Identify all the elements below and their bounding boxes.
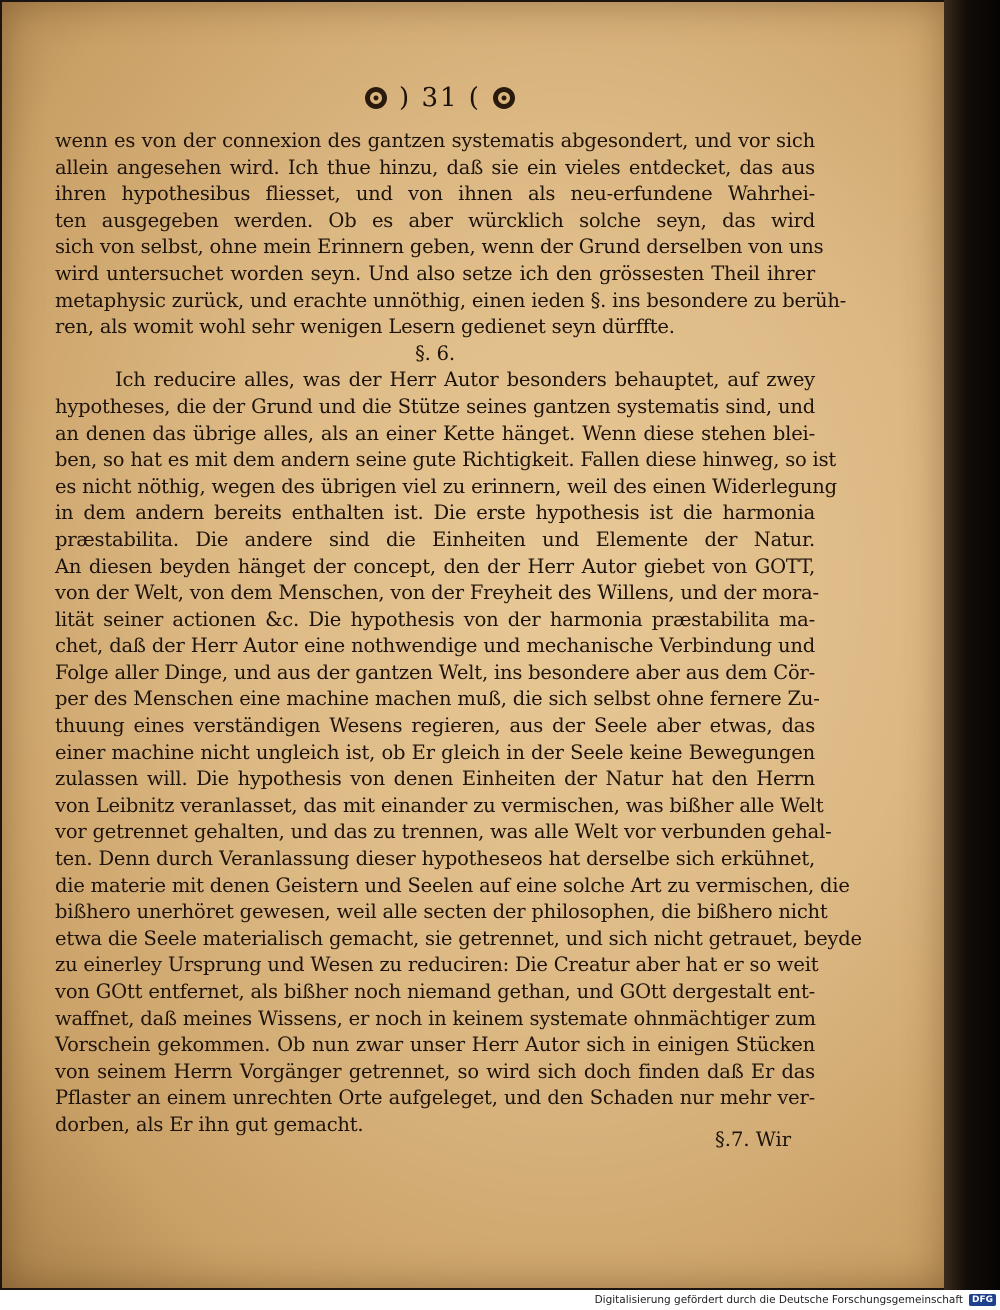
section-heading: §. 6. xyxy=(415,341,455,365)
text-line: ben, so hat es mit dem andern seine gute Richtigkeit. Fallen diese hinweg, so ist xyxy=(55,448,837,472)
text-line: metaphysic zurück, und erachte unnöthig, einen ieden §. ins besondere zu berüh- xyxy=(55,288,847,312)
text-line: die materie mit denen Geistern und Seelen auf eine solche Art zu vermischen, die xyxy=(55,873,850,897)
text-line: ihren hypothesibus fliesset, und von ihnen als neu-erfundene Wahrhei- xyxy=(55,182,815,206)
catchword: §.7. Wir xyxy=(715,1128,792,1151)
text-line: etwa die Seele materialisch gemacht, sie getrennet, und sich nicht getrauet, beyde xyxy=(55,926,862,950)
text-line: wenn es von der connexion des gantzen systematis abgesondert, und vor sich xyxy=(55,129,815,152)
text-line: sich von selbst, ohne mein Erinnern geben, wenn der Grund derselben von uns xyxy=(55,235,824,259)
text-line: lität seiner actionen &c. Die hypothesis von der harmonia præstabilita ma- xyxy=(55,607,815,631)
text-line: von seinem Herrn Vorgänger getrennet, so wird sich doch finden daß Er das xyxy=(55,1059,815,1083)
rosette-ornament-left xyxy=(363,85,389,111)
text-line: in dem andern bereits enthalten ist. Die erste hypothesis ist die harmonia xyxy=(55,501,815,525)
body-text xyxy=(55,128,862,1139)
text-line: waffnet, daß meines Wissens, er noch in keinem systemate ohnmächtiger zum xyxy=(55,1006,816,1030)
text-line: Pflaster an einem unrechten Orte aufgeleget, und den Schaden nur mehr ver- xyxy=(55,1086,815,1110)
text-line: vor getrennet gehalten, und das zu trennen, was alle Welt vor verbunden gehal- xyxy=(55,820,832,844)
text-line: einer machine nicht ungleich ist, ob Er gleich in der Seele keine Bewegungen xyxy=(55,740,815,764)
text-line: thuung eines verständigen Wesens regieren, aus der Seele aber etwas, das xyxy=(55,714,815,738)
digitization-footer xyxy=(0,1290,1000,1310)
text-line: hypotheses, die der Grund und die Stütze seines gantzen systematis sind, und xyxy=(55,394,815,418)
page-number: ) 31 ( xyxy=(399,83,481,113)
text-line: wird untersuchet worden seyn. Und also setze ich den grössesten Theil ihrer xyxy=(55,261,815,285)
text-line: Folge aller Dinge, und aus der gantzen Welt, ins besondere aber aus dem Cör- xyxy=(55,660,815,684)
text-line: von Leibnitz veranlasset, das mit einander zu vermischen, was bißher alle Welt xyxy=(55,793,824,817)
text-line: bißhero unerhöret gewesen, weil alle secten der philosophen, die bißhero nicht xyxy=(55,900,828,924)
footer-credit: Digitalisierung gefördert durch die Deutsche Forschungsgemeinschaft xyxy=(594,1294,963,1306)
text-line: zulassen will. Die hypothesis von denen Einheiten der Natur hat den Herrn xyxy=(55,767,815,791)
page-header xyxy=(340,80,540,116)
text-line: per des Menschen eine machine machen muß, die sich selbst ohne fernere Zu- xyxy=(55,687,820,711)
text-line: an denen das übrige alles, als an einer Kette hänget. Wenn diese stehen blei- xyxy=(55,421,815,445)
text-line: præstabilita. Die andere sind die Einheiten und Elemente der Natur. xyxy=(55,527,815,551)
text-line: ren, als womit wohl sehr wenigen Lesern gedienet seyn dürffte. xyxy=(55,315,675,339)
text-line: ten. Denn durch Veranlassung dieser hypotheseos hat derselbe sich erkühnet, xyxy=(55,847,815,871)
text-line: allein angesehen wird. Ich thue hinzu, daß sie ein vieles entdecket, das aus xyxy=(55,155,815,179)
rosette-ornament-right xyxy=(491,85,517,111)
text-line: von GOtt entfernet, als bißher noch niemand gethan, und GOtt dergestalt ent- xyxy=(55,980,815,1003)
text-line: An diesen beyden hänget der concept, den der Herr Autor giebet von GOTT, xyxy=(55,554,815,578)
book-gutter xyxy=(944,0,1000,1290)
text-line: chet, daß der Herr Autor eine nothwendige und mechanische Verbindung und xyxy=(55,634,815,658)
dfg-logo: DFG xyxy=(969,1294,996,1306)
text-line: von der Welt, von dem Menschen, von der Freyheit des Willens, und der mora- xyxy=(55,581,819,605)
text-line: Ich reducire alles, was der Herr Autor besonders behauptet, auf zwey xyxy=(115,368,815,392)
text-line: ten ausgegeben werden. Ob es aber würcklich solche seyn, das wird xyxy=(55,208,815,232)
text-line: Vorschein gekommen. Ob nun zwar unser Herr Autor sich in einigen Stücken xyxy=(55,1033,815,1057)
text-line: es nicht nöthig, wegen des übrigen viel zu erinnern, weil des einen Widerlegung xyxy=(55,474,837,498)
text-line: zu einerley Ursprung und Wesen zu reduciren: Die Creatur aber hat er so weit xyxy=(55,953,819,977)
text-line: dorben, als Er ihn gut gemacht. xyxy=(55,1112,364,1136)
